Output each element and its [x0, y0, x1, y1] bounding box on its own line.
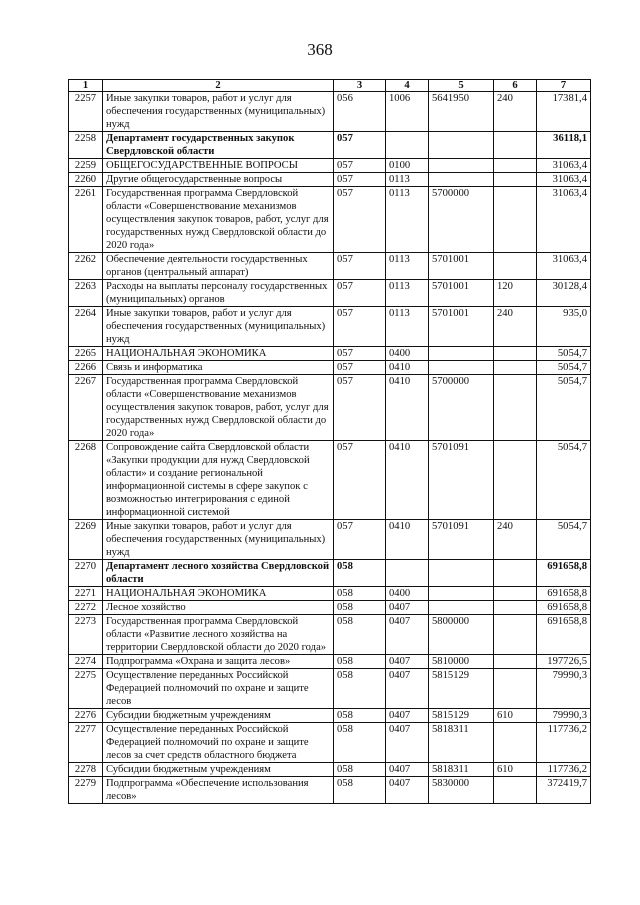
ministry-code-cell: 057 [334, 441, 386, 520]
amount-cell: 31063,4 [537, 253, 591, 280]
table-row [69, 615, 591, 655]
section-code-cell: 0113 [386, 280, 429, 307]
column-header: 7 [537, 80, 591, 92]
target-article-cell [429, 159, 494, 173]
section-code-cell: 0113 [386, 173, 429, 187]
ministry-code-cell: 057 [334, 253, 386, 280]
section-code-cell: 1006 [386, 92, 429, 132]
ministry-code-cell: 058 [334, 723, 386, 763]
target-article-cell [429, 601, 494, 615]
line-item-name-cell: Иные закупки товаров, работ и услуг для обеспечения государственных (муниципальных) нужд [103, 92, 334, 132]
table-body [69, 92, 591, 804]
ministry-code-cell: 058 [334, 615, 386, 655]
target-article-cell [429, 132, 494, 159]
row-number-cell: 2274 [69, 655, 103, 669]
section-code-cell: 0410 [386, 520, 429, 560]
target-article-cell [429, 173, 494, 187]
table-row [69, 187, 591, 253]
header-row [69, 80, 591, 92]
row-number-cell: 2276 [69, 709, 103, 723]
table-row [69, 253, 591, 280]
ministry-code-cell: 057 [334, 307, 386, 347]
expense-type-cell [494, 723, 537, 763]
section-code-cell: 0400 [386, 587, 429, 601]
row-number-cell: 2260 [69, 173, 103, 187]
expense-type-cell [494, 655, 537, 669]
ministry-code-cell: 057 [334, 375, 386, 441]
row-number-cell: 2261 [69, 187, 103, 253]
line-item-name-cell: Связь и информатика [103, 361, 334, 375]
expense-type-cell [494, 159, 537, 173]
line-item-name-cell: Субсидии бюджетным учреждениям [103, 763, 334, 777]
line-item-name-cell: Государственная программа Свердловской области «Совершенствование механизмов осуществления закупок товаров, работ, услуг для государственных нужд Свердловской области до 2020 года» [103, 375, 334, 441]
row-number-cell: 2266 [69, 361, 103, 375]
line-item-name-cell: ОБЩЕГОСУДАРСТВЕННЫЕ ВОПРОСЫ [103, 159, 334, 173]
ministry-code-cell: 058 [334, 655, 386, 669]
target-article-cell: 5701091 [429, 441, 494, 520]
table-row [69, 601, 591, 615]
amount-cell: 5054,7 [537, 441, 591, 520]
section-code-cell [386, 132, 429, 159]
ministry-code-cell: 058 [334, 709, 386, 723]
line-item-name-cell: Департамент государственных закупок Свердловской области [103, 132, 334, 159]
line-item-name-cell: Подпрограмма «Обеспечение использования лесов» [103, 777, 334, 804]
row-number-cell: 2264 [69, 307, 103, 347]
amount-cell: 31063,4 [537, 159, 591, 173]
target-article-cell [429, 587, 494, 601]
target-article-cell: 5815129 [429, 669, 494, 709]
amount-cell: 5054,7 [537, 347, 591, 361]
line-item-name-cell: Иные закупки товаров, работ и услуг для обеспечения государственных (муниципальных) нужд [103, 520, 334, 560]
amount-cell: 31063,4 [537, 173, 591, 187]
row-number-cell: 2268 [69, 441, 103, 520]
table-row [69, 587, 591, 601]
table-row [69, 723, 591, 763]
amount-cell: 691658,8 [537, 587, 591, 601]
table-row [69, 132, 591, 159]
row-number-cell: 2278 [69, 763, 103, 777]
table-row [69, 280, 591, 307]
target-article-cell: 5701001 [429, 280, 494, 307]
section-code-cell: 0407 [386, 763, 429, 777]
target-article-cell: 5701001 [429, 253, 494, 280]
line-item-name-cell: Обеспечение деятельности государственных органов (центральный аппарат) [103, 253, 334, 280]
expense-type-cell: 610 [494, 709, 537, 723]
row-number-cell: 2269 [69, 520, 103, 560]
table-row [69, 92, 591, 132]
column-header: 6 [494, 80, 537, 92]
section-code-cell: 0407 [386, 723, 429, 763]
ministry-code-cell: 057 [334, 187, 386, 253]
target-article-cell: 5800000 [429, 615, 494, 655]
amount-cell: 5054,7 [537, 520, 591, 560]
section-code-cell: 0407 [386, 669, 429, 709]
ministry-code-cell: 057 [334, 173, 386, 187]
row-number-cell: 2270 [69, 560, 103, 587]
amount-cell: 691658,8 [537, 560, 591, 587]
row-number-cell: 2263 [69, 280, 103, 307]
target-article-cell [429, 560, 494, 587]
expense-type-cell: 610 [494, 763, 537, 777]
target-article-cell: 5818311 [429, 723, 494, 763]
expense-type-cell [494, 615, 537, 655]
section-code-cell: 0113 [386, 253, 429, 280]
amount-cell: 117736,2 [537, 763, 591, 777]
section-code-cell: 0113 [386, 187, 429, 253]
ministry-code-cell: 058 [334, 669, 386, 709]
target-article-cell: 5641950 [429, 92, 494, 132]
row-number-cell: 2273 [69, 615, 103, 655]
row-number-cell: 2267 [69, 375, 103, 441]
ministry-code-cell: 057 [334, 132, 386, 159]
expense-type-cell: 120 [494, 280, 537, 307]
amount-cell: 935,0 [537, 307, 591, 347]
amount-cell: 117736,2 [537, 723, 591, 763]
section-code-cell: 0407 [386, 655, 429, 669]
expense-type-cell [494, 601, 537, 615]
line-item-name-cell: Государственная программа Свердловской области «Развитие лесного хозяйства на территории Свердловской области до 2020 года» [103, 615, 334, 655]
expense-type-cell [494, 173, 537, 187]
target-article-cell: 5700000 [429, 375, 494, 441]
line-item-name-cell: Иные закупки товаров, работ и услуг для обеспечения государственных (муниципальных) нужд [103, 307, 334, 347]
expense-type-cell [494, 560, 537, 587]
table-row [69, 709, 591, 723]
column-header: 3 [334, 80, 386, 92]
row-number-cell: 2277 [69, 723, 103, 763]
section-code-cell [386, 560, 429, 587]
ministry-code-cell: 058 [334, 587, 386, 601]
ministry-code-cell: 058 [334, 601, 386, 615]
section-code-cell: 0407 [386, 601, 429, 615]
expense-type-cell [494, 347, 537, 361]
table-row [69, 159, 591, 173]
table-row [69, 375, 591, 441]
line-item-name-cell: Осуществление переданных Российской Федерацией полномочий по охране и защите лесов [103, 669, 334, 709]
row-number-cell: 2262 [69, 253, 103, 280]
amount-cell: 79990,3 [537, 669, 591, 709]
line-item-name-cell: Субсидии бюджетным учреждениям [103, 709, 334, 723]
amount-cell: 31063,4 [537, 187, 591, 253]
ministry-code-cell: 058 [334, 560, 386, 587]
column-header: 4 [386, 80, 429, 92]
target-article-cell: 5701091 [429, 520, 494, 560]
table-row [69, 520, 591, 560]
amount-cell: 79990,3 [537, 709, 591, 723]
expense-type-cell [494, 375, 537, 441]
section-code-cell: 0410 [386, 375, 429, 441]
target-article-cell: 5700000 [429, 187, 494, 253]
amount-cell: 5054,7 [537, 375, 591, 441]
column-header: 1 [69, 80, 103, 92]
line-item-name-cell: Государственная программа Свердловской области «Совершенствование механизмов осуществления закупок товаров, работ, услуг для государственных нужд Свердловской области до 2020 года» [103, 187, 334, 253]
ministry-code-cell: 058 [334, 763, 386, 777]
table-row [69, 763, 591, 777]
section-code-cell: 0400 [386, 347, 429, 361]
target-article-cell: 5818311 [429, 763, 494, 777]
row-number-cell: 2259 [69, 159, 103, 173]
ministry-code-cell: 057 [334, 361, 386, 375]
ministry-code-cell: 058 [334, 777, 386, 804]
line-item-name-cell: НАЦИОНАЛЬНАЯ ЭКОНОМИКА [103, 347, 334, 361]
target-article-cell [429, 347, 494, 361]
column-header: 5 [429, 80, 494, 92]
amount-cell: 5054,7 [537, 361, 591, 375]
table-row [69, 655, 591, 669]
line-item-name-cell: Департамент лесного хозяйства Свердловской области [103, 560, 334, 587]
section-code-cell: 0407 [386, 777, 429, 804]
amount-cell: 17381,4 [537, 92, 591, 132]
section-code-cell: 0410 [386, 441, 429, 520]
ministry-code-cell: 057 [334, 520, 386, 560]
table-row [69, 669, 591, 709]
expense-type-cell: 240 [494, 520, 537, 560]
table-row [69, 361, 591, 375]
ministry-code-cell: 057 [334, 159, 386, 173]
section-code-cell: 0407 [386, 615, 429, 655]
budget-table [68, 79, 591, 804]
section-code-cell: 0407 [386, 709, 429, 723]
target-article-cell: 5815129 [429, 709, 494, 723]
amount-cell: 197726,5 [537, 655, 591, 669]
expense-type-cell [494, 361, 537, 375]
target-article-cell [429, 361, 494, 375]
row-number-cell: 2258 [69, 132, 103, 159]
table-row [69, 777, 591, 804]
expense-type-cell: 240 [494, 92, 537, 132]
row-number-cell: 2271 [69, 587, 103, 601]
expense-type-cell [494, 669, 537, 709]
line-item-name-cell: НАЦИОНАЛЬНАЯ ЭКОНОМИКА [103, 587, 334, 601]
ministry-code-cell: 057 [334, 280, 386, 307]
line-item-name-cell: Осуществление переданных Российской Федерацией полномочий по охране и защите лесов за счет средств областного бюджета [103, 723, 334, 763]
amount-cell: 691658,8 [537, 615, 591, 655]
expense-type-cell [494, 187, 537, 253]
expense-type-cell: 240 [494, 307, 537, 347]
row-number-cell: 2257 [69, 92, 103, 132]
target-article-cell: 5701001 [429, 307, 494, 347]
target-article-cell: 5830000 [429, 777, 494, 804]
amount-cell: 30128,4 [537, 280, 591, 307]
row-number-cell: 2265 [69, 347, 103, 361]
row-number-cell: 2272 [69, 601, 103, 615]
expense-type-cell [494, 253, 537, 280]
table-row [69, 560, 591, 587]
target-article-cell: 5810000 [429, 655, 494, 669]
line-item-name-cell: Лесное хозяйство [103, 601, 334, 615]
expense-type-cell [494, 441, 537, 520]
amount-cell: 36118,1 [537, 132, 591, 159]
row-number-cell: 2275 [69, 669, 103, 709]
section-code-cell: 0100 [386, 159, 429, 173]
table-row [69, 347, 591, 361]
amount-cell: 691658,8 [537, 601, 591, 615]
expense-type-cell [494, 132, 537, 159]
ministry-code-cell: 056 [334, 92, 386, 132]
row-number-cell: 2279 [69, 777, 103, 804]
line-item-name-cell: Другие общегосударственные вопросы [103, 173, 334, 187]
expense-type-cell [494, 777, 537, 804]
line-item-name-cell: Сопровождение сайта Свердловской области «Закупки продукции для нужд Свердловской области» и создание региональной информационной системы в сфере закупок с возможностью интегрирования с единой информационной системой [103, 441, 334, 520]
amount-cell: 372419,7 [537, 777, 591, 804]
section-code-cell: 0410 [386, 361, 429, 375]
section-code-cell: 0113 [386, 307, 429, 347]
expense-type-cell [494, 587, 537, 601]
line-item-name-cell: Расходы на выплаты персоналу государственных (муниципальных) органов [103, 280, 334, 307]
line-item-name-cell: Подпрограмма «Охрана и защита лесов» [103, 655, 334, 669]
table-row [69, 173, 591, 187]
ministry-code-cell: 057 [334, 347, 386, 361]
page-number: 368 [307, 40, 333, 59]
table-row [69, 307, 591, 347]
column-header: 2 [103, 80, 334, 92]
table-row [69, 441, 591, 520]
